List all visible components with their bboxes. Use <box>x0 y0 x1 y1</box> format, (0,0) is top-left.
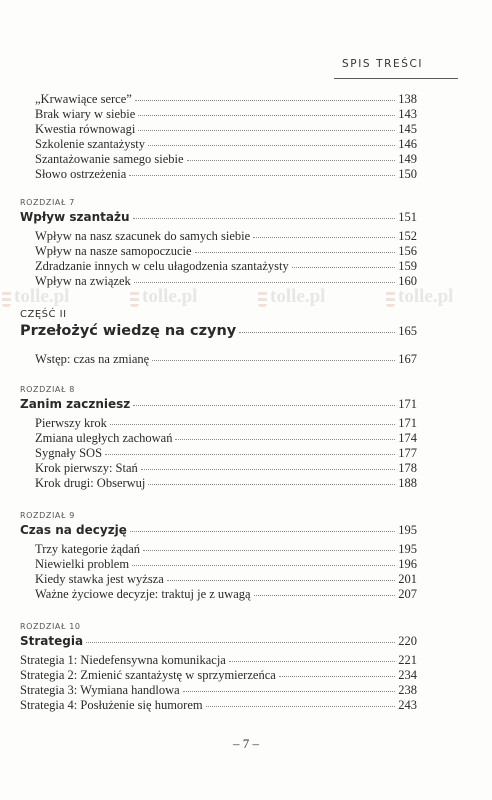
toc-entry <box>20 107 417 122</box>
leader-dots <box>187 160 396 161</box>
toc-entry-page: 171 <box>398 416 417 430</box>
toc-entry-title: Szantażowanie samego siebie <box>35 152 184 166</box>
leader-dots <box>279 676 395 677</box>
toc-entry-title: Szkolenie szantażysty <box>35 137 146 151</box>
toc-entry-title: Kwestia równowagi <box>35 122 136 136</box>
part-title: Przełożyć wiedzę na czyny <box>20 323 237 339</box>
leader-dots <box>86 642 395 643</box>
toc-entry <box>20 92 417 107</box>
leader-dots <box>229 661 395 662</box>
toc-entry <box>20 431 417 446</box>
toc-entry-title: Niewielki problem <box>35 557 130 571</box>
toc-entry-title: „Krwawiące serce” <box>35 92 132 106</box>
toc-entry-page: 143 <box>398 107 417 121</box>
part-title-row <box>20 321 417 341</box>
leader-dots <box>254 595 396 596</box>
toc-entry-title: Wpływ na związek <box>35 274 131 288</box>
toc-entry-title: Strategia 1: Niedefensywna komunikacja <box>20 653 226 667</box>
leader-dots <box>110 424 395 425</box>
toc-entry-page: 149 <box>398 152 417 166</box>
part-page: 165 <box>398 324 417 338</box>
toc-entry-title: Wpływ na nasz szacunek do samych siebie <box>35 229 251 243</box>
leader-dots <box>133 218 396 219</box>
chapter-label: ROZDZIAŁ 7 <box>20 198 75 207</box>
toc-entry-page: 188 <box>398 476 417 490</box>
toc-entry-title: Strategia 4: Posłużenie się humorem <box>20 698 203 712</box>
toc-entry <box>20 274 417 289</box>
toc-entry-page: 150 <box>398 167 417 181</box>
toc-entry-title: Pierwszy krok <box>35 416 107 430</box>
toc-entry <box>20 229 417 244</box>
watermark-text: tolle.pl <box>14 286 70 307</box>
toc-entry-page: 138 <box>398 92 417 106</box>
toc-entry-title: Krok pierwszy: Stań <box>35 461 138 475</box>
chapter-title: Zanim zaczniesz <box>20 397 131 411</box>
watermark-logo-icon <box>2 289 11 307</box>
chapter-title: Wpływ szantażu <box>20 210 130 224</box>
toc-entry-title: Zdradzanie innych w celu ułagodzenia szantażysty <box>35 259 289 273</box>
chapter-7-section <box>20 198 417 289</box>
toc-entry-page: 195 <box>398 542 417 556</box>
leader-dots <box>135 100 395 101</box>
toc-entry <box>20 259 417 274</box>
toc-entry-title: Sygnały SOS <box>35 446 103 460</box>
chapter-page: 151 <box>398 210 417 224</box>
watermark-text: tolle.pl <box>398 286 454 307</box>
chapter-page: 195 <box>398 523 417 537</box>
toc-entry-title: Ważne życiowe decyzje: traktuj je z uwagą <box>35 587 251 601</box>
toc-entry-page: 234 <box>398 668 417 682</box>
toc-entry-page: 174 <box>398 431 417 445</box>
leader-dots <box>253 237 395 238</box>
toc-entry-title: Trzy kategorie żądań <box>35 542 141 556</box>
leader-dots <box>152 360 395 361</box>
leader-dots <box>148 484 395 485</box>
running-header-title: SPIS TREŚCI <box>342 58 424 70</box>
leader-dots <box>206 706 396 707</box>
toc-entry <box>20 683 417 698</box>
chapter-9-section <box>20 511 417 602</box>
leader-dots <box>105 454 395 455</box>
chapter-label: ROZDZIAŁ 8 <box>20 385 75 394</box>
chapter-8-section <box>20 385 417 491</box>
toc-entry <box>20 244 417 259</box>
part-label: CZĘŚĆ II <box>20 309 67 320</box>
toc-entry <box>20 416 417 431</box>
toc-entry <box>20 698 417 713</box>
toc-entry <box>20 476 417 491</box>
running-header <box>334 52 458 79</box>
chapter-title-row <box>20 209 417 226</box>
leader-dots <box>292 267 396 268</box>
toc-entry-title: Wstęp: czas na zmianę <box>35 352 150 366</box>
toc-entry <box>20 137 417 152</box>
leader-dots <box>138 115 395 116</box>
chapter-label: ROZDZIAŁ 10 <box>20 622 81 631</box>
toc-entry-title: Zmiana uległych zachowań <box>35 431 173 445</box>
leader-dots <box>148 145 395 146</box>
chapter-title-row <box>20 633 417 650</box>
toc-entry <box>20 152 417 167</box>
toc-entry <box>20 446 417 461</box>
toc-entry <box>20 122 417 137</box>
chapter-page: 220 <box>398 634 417 648</box>
leader-dots <box>138 130 395 131</box>
chapter-title-row <box>20 522 417 539</box>
watermark-text: tolle.pl <box>270 286 326 307</box>
leader-dots <box>130 531 395 532</box>
leader-dots <box>141 469 395 470</box>
leader-dots <box>167 580 395 581</box>
toc-intro-section <box>20 92 417 182</box>
toc-entry <box>20 167 417 182</box>
part-2-section <box>20 309 417 367</box>
watermark-text: tolle.pl <box>142 286 198 307</box>
chapter-10-section <box>20 622 417 713</box>
toc-entry-title: Strategia 2: Zmienić szantażystę w sprzymierzeńca <box>20 668 276 682</box>
leader-dots <box>143 550 395 551</box>
leader-dots <box>129 175 395 176</box>
toc-entry-page: 152 <box>398 229 417 243</box>
leader-dots <box>239 332 395 333</box>
toc-entry-title: Strategia 3: Wymiana handlowa <box>20 683 180 697</box>
toc-entry-page: 196 <box>398 557 417 571</box>
chapter-title-row <box>20 396 417 413</box>
chapter-label: ROZDZIAŁ 9 <box>20 511 75 520</box>
toc-entry <box>20 653 417 668</box>
toc-entry <box>20 461 417 476</box>
toc-entry-title: Brak wiary w siebie <box>35 107 136 121</box>
toc-entry-page: 146 <box>398 137 417 151</box>
leader-dots <box>134 282 395 283</box>
toc-entry <box>20 542 417 557</box>
toc-entry <box>20 557 417 572</box>
toc-entry-page: 159 <box>398 259 417 273</box>
toc-entry-page: 221 <box>398 653 417 667</box>
leader-dots <box>183 691 396 692</box>
leader-dots <box>195 252 396 253</box>
leader-dots <box>132 565 395 566</box>
toc-entry-page: 167 <box>398 352 417 366</box>
table-of-contents <box>20 92 417 727</box>
toc-entry <box>20 572 417 587</box>
toc-entry <box>20 668 417 683</box>
toc-entry-title: Kiedy stawka jest wyższa <box>35 572 164 586</box>
toc-entry <box>20 587 417 602</box>
toc-entry <box>20 352 417 367</box>
toc-entry-title: Krok drugi: Obserwuj <box>35 476 146 490</box>
toc-entry-page: 207 <box>398 587 417 601</box>
chapter-page: 171 <box>398 397 417 411</box>
toc-entry-page: 243 <box>398 698 417 712</box>
leader-dots <box>175 439 395 440</box>
toc-entry-page: 178 <box>398 461 417 475</box>
toc-entry-page: 177 <box>398 446 417 460</box>
chapter-title: Strategia <box>20 634 84 648</box>
toc-entry-page: 238 <box>398 683 417 697</box>
chapter-title: Czas na decyzję <box>20 523 127 537</box>
toc-entry-page: 156 <box>398 244 417 258</box>
toc-entry-title: Słowo ostrzeżenia <box>35 167 127 181</box>
leader-dots <box>133 405 395 406</box>
toc-entry-title: Wpływ na nasze samopoczucie <box>35 244 192 258</box>
toc-entry-page: 201 <box>398 572 417 586</box>
toc-entry-page: 145 <box>398 122 417 136</box>
page-number: – 7 – <box>233 736 259 751</box>
toc-entry-page: 160 <box>398 274 417 288</box>
